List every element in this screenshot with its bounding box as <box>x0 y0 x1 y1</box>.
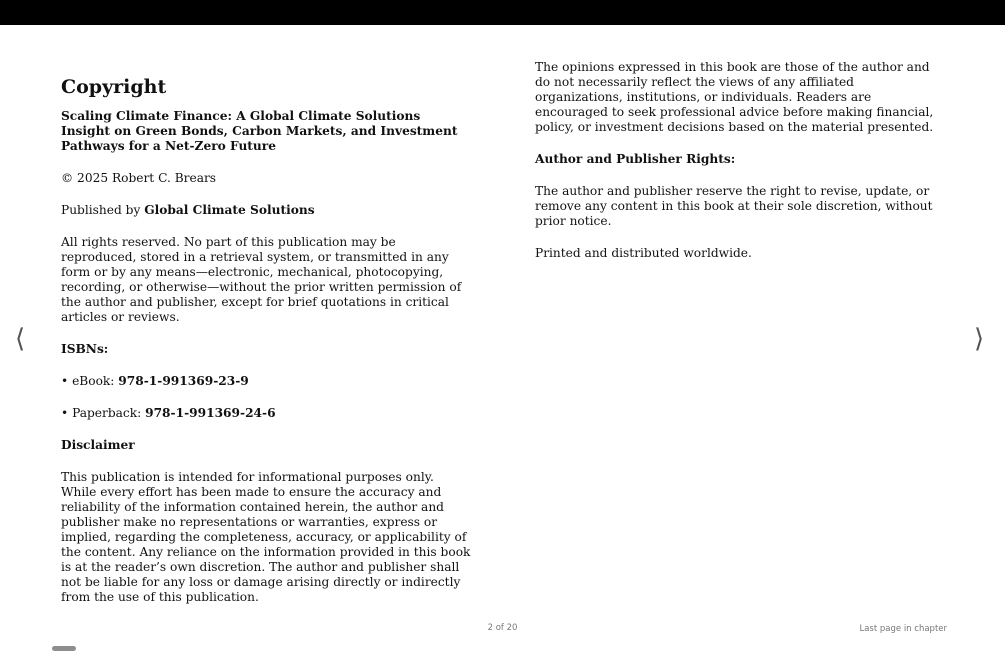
previous-page-arrow-icon[interactable]: ⟨ <box>15 324 26 354</box>
right-page <box>535 60 945 278</box>
paperback-label: • Paperback: <box>61 406 142 420</box>
opinions-paragraph: The opinions expressed in this book are those of the author and do not necessarily reflect the views of any affiliated organizations, institutions, or individuals. Readers are encouraged to seek professional advice before making financial, policy, or investment decisions based on the material presented. <box>535 60 934 134</box>
ebook-isbn: 978-1-991369-23-9 <box>118 374 249 388</box>
page-indicator: 2 of 20 <box>487 623 518 633</box>
next-page-arrow-icon[interactable]: ⟩ <box>974 324 985 354</box>
scroll-handle[interactable] <box>52 646 76 651</box>
author-publisher-rights-paragraph: The author and publisher reserve the right to revise, update, or remove any content in this book at their sole discretion, without prior notice. <box>535 184 933 228</box>
copyright-line: © 2025 Robert C. Brears <box>61 171 217 185</box>
ebook-isbn-line <box>61 374 471 389</box>
isbns-heading: ISBNs: <box>61 342 109 356</box>
published-by-prefix: Published by <box>61 203 141 217</box>
rights-paragraph: All rights reserved. No part of this publication may be reproduced, stored in a retrieval system, or transmitted in any form or by any means—electronic, mechanical, photocopying, recording, or otherwise—without the prior written permission of the author and publisher, except for brief quotations in critical articles or reviews. <box>61 235 462 324</box>
distribution-line: Printed and distributed worldwide. <box>535 246 752 260</box>
chapter-note: Last page in chapter <box>859 624 947 634</box>
page-heading: Copyright <box>61 76 167 98</box>
paperback-isbn: 978-1-991369-24-6 <box>145 406 276 420</box>
top-bar <box>0 0 1005 25</box>
disclaimer-heading: Disclaimer <box>61 438 135 452</box>
published-by-line <box>61 203 471 218</box>
publisher-name: Global Climate Solutions <box>144 203 315 217</box>
disclaimer-paragraph: This publication is intended for informational purposes only. While every effort has been made to ensure the accuracy and reliability of the information contained herein, the author and publisher make no representations or warranties, express or implied, regarding the completeness, accuracy, or applicability of the content. Any reliance on the information provided in this book is at the reader’s own discretion. The author and publisher shall not be liable for any loss or damage arising directly or indirectly from the use of this publication. <box>61 470 471 604</box>
paperback-isbn-line <box>61 406 471 421</box>
ebook-label: • eBook: <box>61 374 115 388</box>
author-publisher-rights-heading: Author and Publisher Rights: <box>535 152 736 166</box>
book-title: Scaling Climate Finance: A Global Climate Solutions Insight on Green Bonds, Carbon Markets, and Investment Pathways for a Net-Zero Future <box>61 109 458 153</box>
left-page <box>61 60 471 622</box>
